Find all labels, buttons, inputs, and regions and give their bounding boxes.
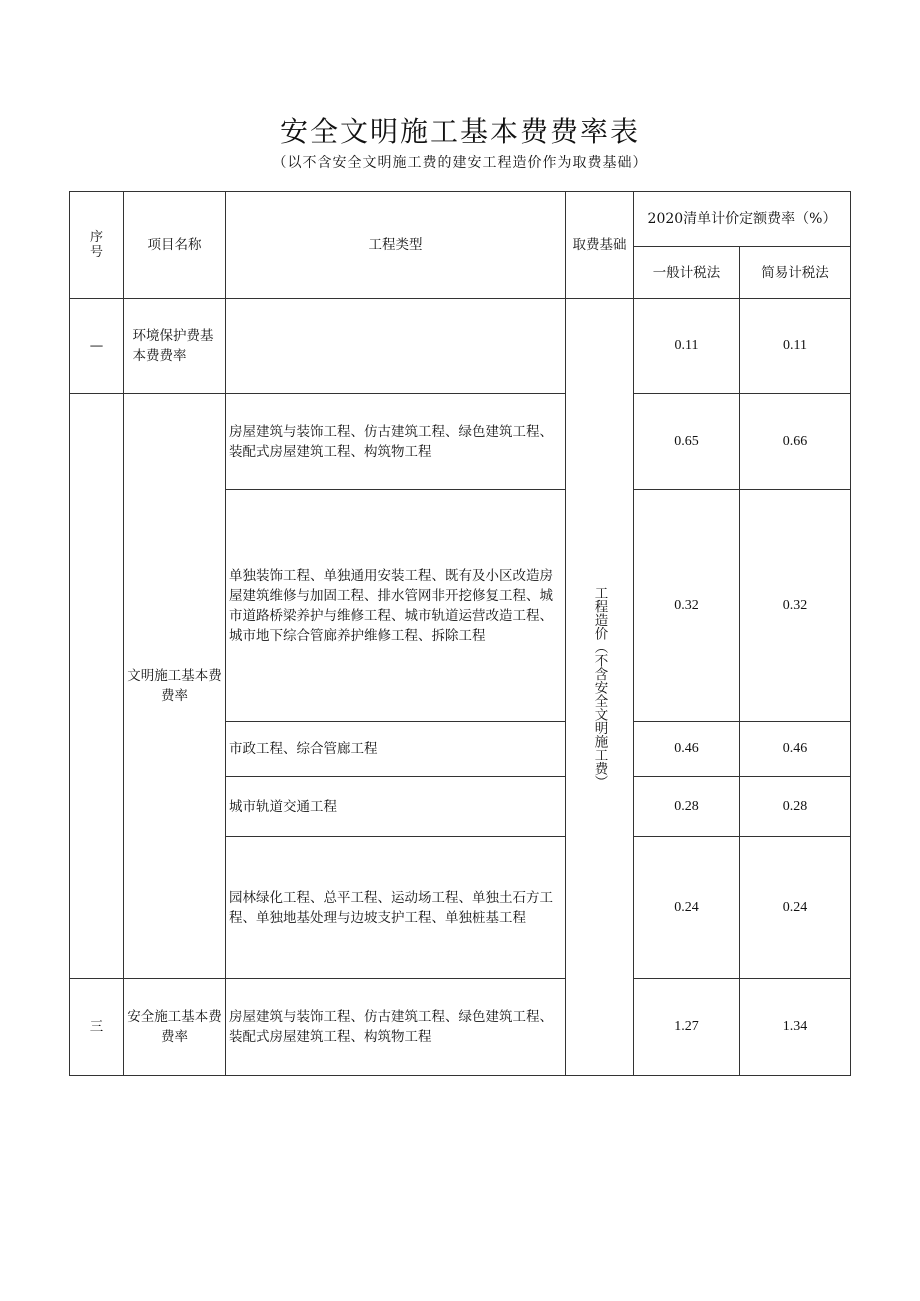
row-item-name (124, 979, 226, 1076)
rate-simple: 0.46 (740, 722, 851, 777)
rate-simple: 0.28 (740, 777, 851, 837)
row-seq (70, 394, 124, 979)
row-project-type: 市政工程、综合管廊工程 (226, 722, 566, 777)
header-rate-group: 2020清单计价定额费率（%） (634, 192, 851, 247)
header-basis: 取费基础 (566, 192, 634, 299)
header-simple: 简易计税法 (740, 247, 851, 299)
rate-general: 0.24 (634, 837, 740, 979)
table-row (70, 394, 851, 490)
header-project-type: 工程类型 (226, 192, 566, 299)
row-seq: 三 (70, 979, 124, 1076)
rate-simple: 0.66 (740, 394, 851, 490)
table-header-row (70, 192, 851, 247)
table-row (70, 979, 851, 1076)
page-subtitle: （以不含安全文明施工费的建安工程造价作为取费基础） (272, 155, 648, 171)
row-project-type: 城市轨道交通工程 (226, 777, 566, 837)
row-project-type: 房屋建筑与装饰工程、仿古建筑工程、绿色建筑工程、装配式房屋建筑工程、构筑物工程 (226, 394, 566, 490)
rate-general: 0.65 (634, 394, 740, 490)
header-item-name: 项目名称 (124, 192, 226, 299)
rate-simple: 0.11 (740, 299, 851, 394)
row-project-type: 单独装饰工程、单独通用安装工程、既有及小区改造房屋建筑维修与加固工程、排水管网非开挖修复工程、城市道路桥梁养护与维修工程、城市轨道运营改造工程、城市地下综合管廊养护维修工程、拆除工程 (226, 490, 566, 722)
rate-table (69, 191, 851, 1076)
row-item-name (124, 394, 226, 979)
basis-value: 工程造价（不含安全文明施工费） (591, 585, 608, 789)
rate-simple: 0.32 (740, 490, 851, 722)
row-seq: — (70, 299, 124, 394)
basis-cell (566, 299, 634, 1076)
row-project-type: 园林绿化工程、总平工程、运动场工程、单独土石方工程、单独地基处理与边坡支护工程、单独桩基工程 (226, 837, 566, 979)
rate-general: 0.28 (634, 777, 740, 837)
table-row (70, 299, 851, 394)
row-item-name-text: 文明施工基本费费率 (127, 668, 222, 704)
rate-general: 1.27 (634, 979, 740, 1076)
header-seq (70, 192, 124, 299)
rate-general: 0.11 (634, 299, 740, 394)
row-item-name (124, 299, 226, 394)
row-project-type: 房屋建筑与装饰工程、仿古建筑工程、绿色建筑工程、装配式房屋建筑工程、构筑物工程 (226, 979, 566, 1076)
row-item-name-text: 环境保护费基本费费率 (132, 328, 214, 364)
rate-simple: 1.34 (740, 979, 851, 1076)
header-seq-label: 序号 (89, 230, 103, 260)
rate-simple: 0.24 (740, 837, 851, 979)
rate-general: 0.46 (634, 722, 740, 777)
page-title: 安全文明施工基本费费率表 (279, 115, 640, 148)
row-project-type (226, 299, 566, 394)
row-item-name-text: 安全施工基本费费率 (127, 1009, 222, 1045)
rate-general: 0.32 (634, 490, 740, 722)
header-general: 一般计税法 (634, 247, 740, 299)
